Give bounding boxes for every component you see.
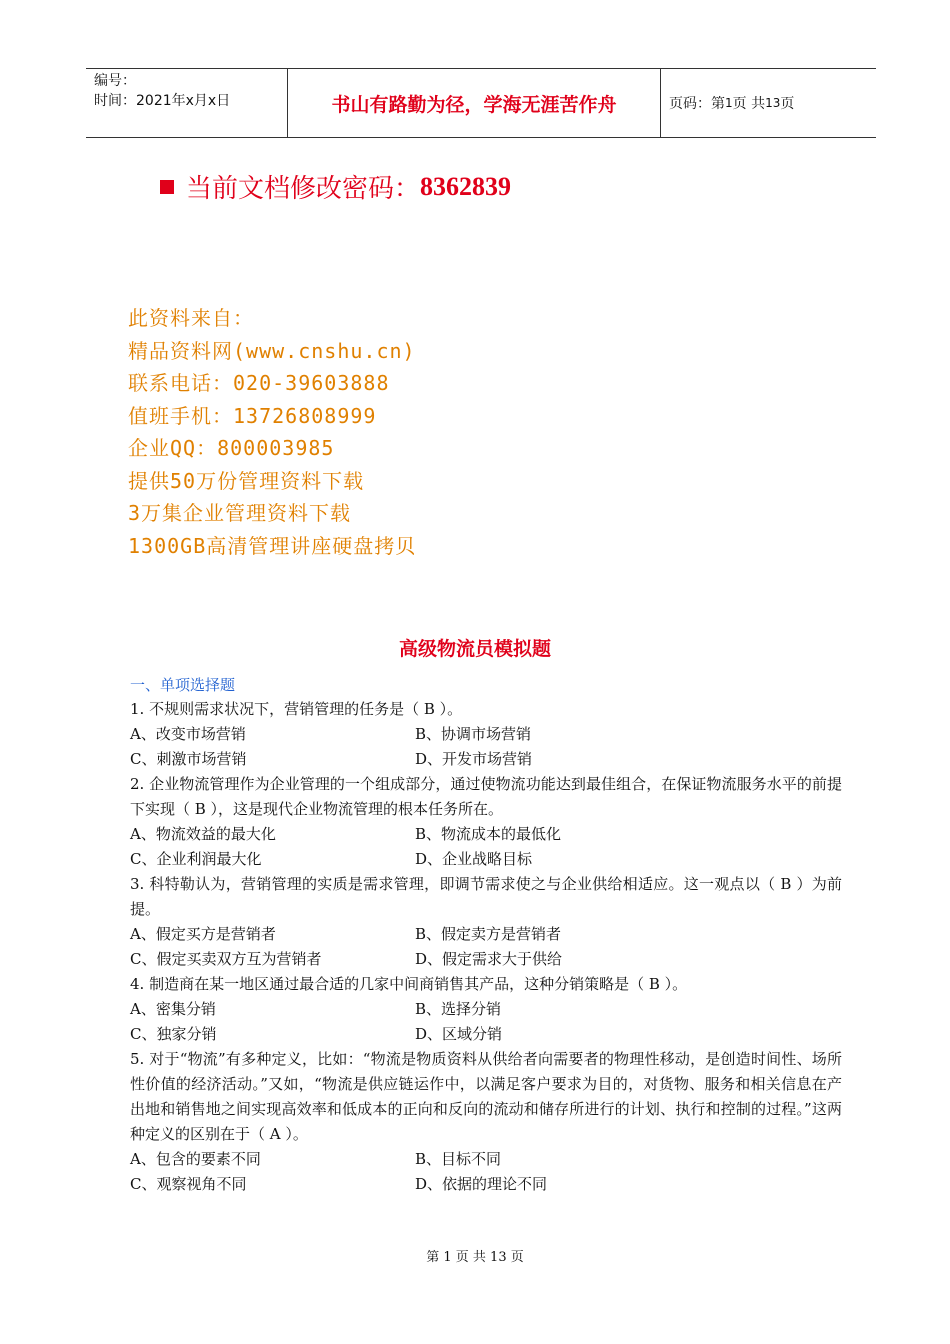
option: D、企业战略目标	[415, 850, 533, 868]
option: C、假定买卖双方互为营销者	[130, 950, 322, 968]
option: C、独家分销	[130, 1025, 217, 1043]
question-text: 4. 制造商在某一地区通过最合适的几家中间商销售其产品，这种分销策略是（ B ）。	[130, 975, 688, 993]
option-row	[130, 947, 842, 972]
option-row	[130, 747, 842, 772]
password-code: 8362839	[420, 171, 512, 201]
option: B、选择分销	[415, 1000, 502, 1018]
option: A、改变市场营销	[130, 725, 246, 743]
option: A、物流效益的最大化	[130, 825, 276, 843]
question-text: 2. 企业物流管理作为企业管理的一个组成部分，通过使物流功能达到最佳组合，在保证物流服务水平的前提下实现（ B ），这是现代企业物流管理的根本任务所在。	[130, 775, 842, 818]
question	[130, 972, 842, 1047]
option-row	[130, 1022, 842, 1047]
option: A、假定买方是营销者	[130, 925, 276, 943]
page-footer: 第 1 页 共 13 页	[426, 1250, 524, 1265]
question	[130, 772, 842, 872]
source-line: 3万集企业管理资料下载	[128, 501, 352, 525]
option: D、依据的理论不同	[415, 1175, 548, 1193]
page-total: 13	[765, 96, 781, 110]
document-title: 高级物流员模拟题	[398, 638, 551, 660]
source-line: 联系电话：020-39603888	[128, 371, 390, 395]
question-text: 1. 不规则需求状况下，营销管理的任务是（ B ）。	[130, 700, 463, 718]
header-page-info	[661, 69, 876, 137]
page-current: 1	[725, 96, 733, 110]
section-title: 一、单项选择题	[130, 676, 236, 694]
time-label: 时间：2021年x月x日	[94, 93, 231, 109]
option-row	[130, 722, 842, 747]
option: B、物流成本的最低化	[415, 825, 562, 843]
option: D、假定需求大于供给	[415, 950, 563, 968]
header-motto: 书山有路勤为径，学海无涯苦作舟	[288, 69, 661, 137]
page-mid: 页 共	[732, 96, 766, 112]
page-end: 页	[780, 96, 795, 112]
question	[130, 697, 842, 772]
source-line: 值班手机：13726808999	[128, 403, 377, 428]
option: C、观察视角不同	[130, 1175, 247, 1193]
source-line: 此资料来自：	[128, 306, 254, 330]
source-line: 提供50万份管理资料下载	[128, 468, 365, 493]
option-row	[130, 822, 842, 847]
square-bullet-icon	[160, 180, 174, 194]
option: A、密集分销	[130, 1000, 216, 1018]
option-row	[130, 847, 842, 872]
option: B、假定卖方是营销者	[415, 925, 562, 943]
option-row	[130, 1147, 842, 1172]
option: B、目标不同	[415, 1150, 502, 1168]
option-row	[130, 922, 842, 947]
question-list	[130, 697, 842, 1197]
option: C、企业利润最大化	[130, 850, 262, 868]
question-text: 5. 对于“物流”有多种定义，比如：“物流是物质资料从供给者向需要者的物理性移动，是创造时间性、场所性价值的经济活动。”又如，“物流是供应链运作中，以满足客户要求为目的，对货物、服务和相关信息在产出地和销售地之间实现高效率和低成本的正向和反向的流动和储存所进行的计划、执行和控制的过程。”这两种定义的区别在于（ A ）。	[130, 1050, 842, 1143]
source-info	[128, 302, 416, 562]
number-label: 编号：	[94, 73, 136, 89]
header-meta	[86, 69, 288, 137]
option: D、开发市场营销	[415, 750, 533, 768]
option-row	[130, 997, 842, 1022]
option: B、协调市场营销	[415, 725, 532, 743]
question	[130, 1047, 842, 1197]
source-line: 企业QQ：800003985	[128, 436, 335, 460]
source-line: 1300GB高清管理讲座硬盘拷贝	[128, 533, 417, 558]
password-label: 当前文档修改密码：	[186, 174, 421, 204]
password-line	[160, 168, 511, 205]
option: A、包含的要素不同	[130, 1150, 261, 1168]
page-label: 页码：第	[669, 96, 725, 112]
question-text: 3. 科特勒认为，营销管理的实质是需求管理，即调节需求使之与企业供给相适应。这一观点以（ B ）为前提。	[130, 875, 842, 918]
source-line: 精品资料网(www.cnshu.cn)	[128, 338, 416, 363]
question	[130, 872, 842, 972]
option: D、区域分销	[415, 1025, 503, 1043]
header-table	[86, 68, 876, 138]
option: C、刺激市场营销	[130, 750, 247, 768]
option-row	[130, 1172, 842, 1197]
